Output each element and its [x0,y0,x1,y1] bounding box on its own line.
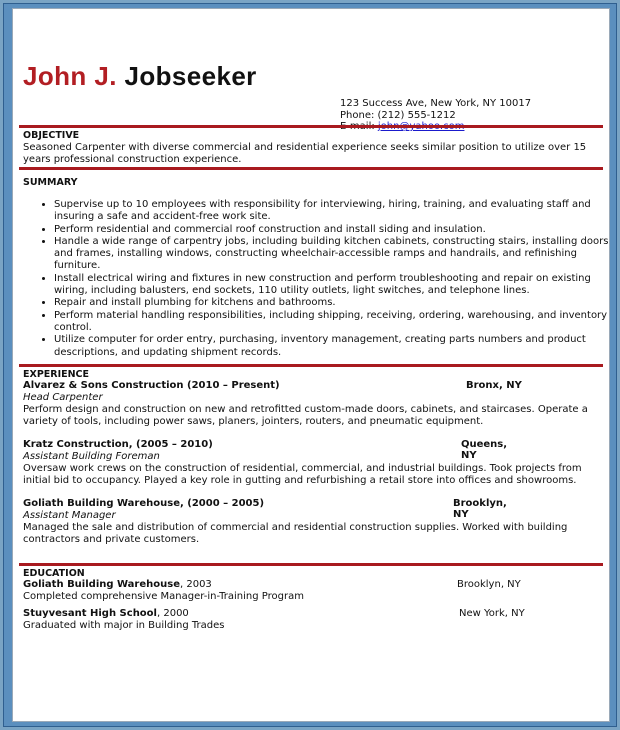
job-description: Oversaw work crews on the construction of residential, commercial, and industrial buildings. Took projects from initial bid to occupancy. Played a key role in gutting and refurbishing a retail store into offices and showrooms. [23,463,582,487]
section-title-experience: EXPERIENCE [23,369,90,380]
education-location: New York, NY [459,608,525,619]
job-title: Head Carpenter [23,392,103,403]
summary-item: • Supervise up to 10 employees with responsibility for interviewing, hiring, training, and evaluating staff and insuring a safe and accident-free work site. [54,199,620,224]
education-school: Stuyvesant High School [23,608,157,619]
summary-list [23,199,620,359]
summary-item: • Handle a wide range of carpentry jobs, including building kitchen cabinets, constructing stairs, installing doors and frames, installing windows, constructing wheelchair-accessible ramps and handrails, and refinishing furniture. [54,236,620,273]
job-location: Bronx, NY [466,380,522,391]
job-description: Managed the sale and distribution of commercial and residential construction supplies. Worked with building contractors and private customers. [23,522,568,546]
summary-item: • Repair and install plumbing for kitchens and bathrooms. [54,297,620,309]
contact-phone: Phone: (212) 555-1212 [340,109,456,121]
job-title: Assistant Building Foreman [23,451,160,462]
education-year: , 2000 [156,608,189,619]
summary-item: • Perform residential and commercial roof construction and install siding and insulation. [54,224,620,236]
section-title-summary: SUMMARY [23,177,78,188]
education-entry [23,608,543,620]
job-location: Queens, NY [461,439,508,461]
education-detail: Graduated with major in Building Trades [23,620,225,631]
job-company: Goliath Building Warehouse, (2000 – 2005) [23,498,265,509]
last-name: Jobseeker [124,61,257,91]
section-divider-objective [19,125,603,128]
summary-item: • Utilize computer for order entry, purchasing, inventory management, creating parts numbers and product descriptions, and updating shipment records. [54,334,620,359]
section-title-objective: OBJECTIVE [23,130,80,141]
first-name: John J. [23,61,117,91]
education-detail: Completed comprehensive Manager-in-Training Program [23,591,304,602]
education-location: Brooklyn, NY [457,579,521,590]
objective-text: Seasoned Carpenter with diverse commercial and residential experience seeks similar position to utilize over 15 years professional construction experience. [23,142,587,166]
job-company: Kratz Construction, (2005 – 2010) [23,439,213,450]
job-location: Brooklyn, NY [453,498,507,520]
section-divider-experience [19,364,603,367]
resume-page [12,8,610,722]
education-entry [23,579,543,591]
job-title: Assistant Manager [23,510,116,521]
section-divider-summary [19,167,603,170]
summary-item: • Perform material handling responsibilities, including shipping, receiving, ordering, warehousing, and inventory control. [54,310,620,335]
summary-item: • Install electrical wiring and fixtures in new construction and perform troubleshooting and repair on existing wiring, including balusters, end sockets, 110 utility outlets, light switches, and telephone lines. [54,273,620,298]
section-title-education: EDUCATION [23,568,85,579]
education-year: , 2003 [179,579,212,590]
section-divider-education [19,563,603,566]
job-company: Alvarez & Sons Construction (2010 – Present) [23,380,280,391]
job-header [23,380,523,392]
candidate-name [23,61,257,92]
contact-address: 123 Success Ave, New York, NY 10017 [340,98,532,109]
job-description: Perform design and construction on new and retrofitted custom-made doors, cabinets, and staircases. Operate a variety of tools, including power saws, planers, jointers, routers, and pneumatic equipment. [23,404,588,428]
education-school: Goliath Building Warehouse [23,579,180,590]
